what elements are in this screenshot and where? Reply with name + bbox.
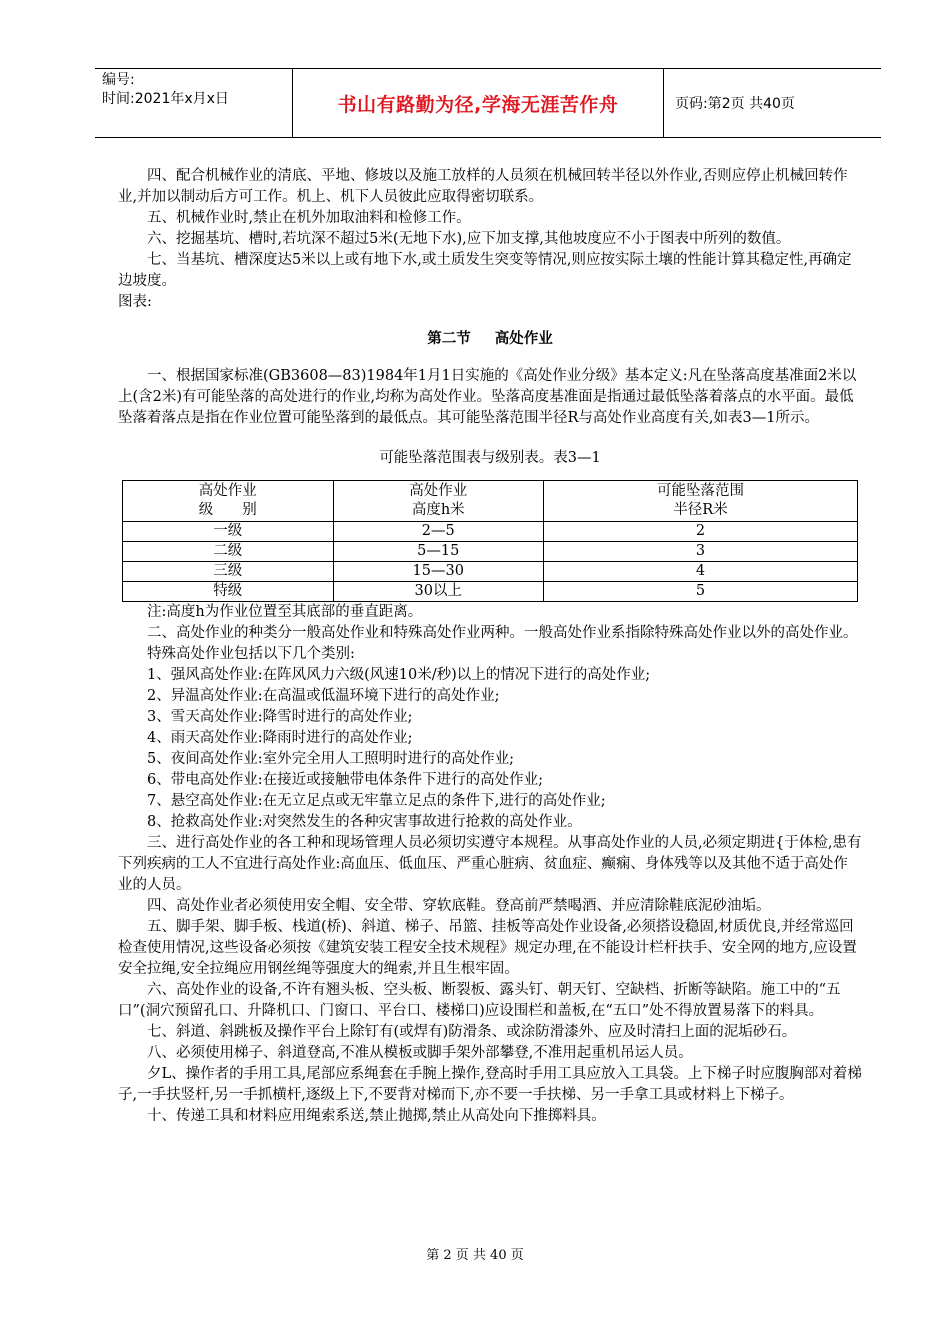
paragraph: 七、当基坑、槽深度达5米以上或有地下水,或土质发生突变等情况,则应按实际土壤的性能计算其稳定性,再确定边坡度。 (118, 252, 852, 289)
list-item: 2、异温高处作业:在高温或低温环境下进行的高处作业; (147, 688, 500, 704)
table-note: 注:高度h为作业位置至其底部的垂直距离。 (147, 604, 423, 620)
paragraph: 夕L、操作者的手用工具,尾部应系绳套在手腕上操作,登高时手用工具应放入工具袋。上下梯子时应腹胸部对着梯子,一手扶竖杆,另一手抓横杆,逐级上下,不要背对梯而下,亦不要一手扶梯、另一手拿工具或材料上下梯子。 (118, 1066, 862, 1103)
paragraph: 八、必须使用梯子、斜道登高,不准从模板或脚手架外部攀登,不准用起重机吊运人员。 (147, 1045, 693, 1061)
paragraph: 三、进行高处作业的各工种和现场管理人员必须切实遵守本规程。从事高处作业的人员,必须定期进{于体检,患有下列疾病的工人不宜进行高处作业:高血压、低血压、严重心脏病、贫血症、癫痫、身体残等以及其他不适于高处作业的人员。 (118, 835, 862, 893)
paragraph: 四、高处作业者必须使用安全帽、安全带、穿软底鞋。登高前严禁喝酒、并应清除鞋底泥砂油垢。 (147, 898, 771, 914)
table-cell: 5 (544, 582, 858, 602)
paragraph: 四、配合机械作业的清底、平地、修坡以及施工放样的人员须在机械回转半径以外作业,否则应停止机械回转作业,并加以制动后方可工作。机上、机下人员彼此应取得密切联系。 (118, 168, 848, 205)
table-header-cell: 高处作业 高度h米 (333, 481, 544, 522)
table-cell: 3 (544, 542, 858, 562)
paragraph: 五、机械作业时,禁止在机外加取油料和检修工作。 (147, 210, 471, 226)
paragraph: 六、高处作业的设备,不许有翘头板、空头板、断裂板、露头钉、朝天钉、空缺档、折断等缺陷。施工中的“五口”(洞穴预留孔口、升降机口、门窗口、平台口、楼梯口)应设围栏和盖板,在“五口”处不得放置易落下的料具。 (118, 982, 841, 1019)
table-cell: 2 (544, 522, 858, 542)
paragraph: 五、脚手架、脚手板、栈道(桥)、斜道、梯子、吊篮、挂板等高处作业设备,必须搭设稳固,材质优良,并经常巡回检查使用情况,这些设备必须按《建筑安装工程安全技术规程》规定办理,在不能设计栏杆扶手、安全网的地方,应设置安全拉绳,安全拉绳应用钢丝绳等强度大的绳索,并且生根牢固。 (118, 919, 857, 977)
list-item: 1、强风高处作业:在阵风风力六级(风速10米/秒)以上的情况下进行的高处作业; (147, 667, 651, 683)
page-header (95, 68, 881, 138)
list-intro: 特殊高处作业包括以下几个类别: (147, 646, 355, 662)
section-name: 高处作业 (494, 331, 553, 347)
table-header-cell: 可能坠落范围 半径R米 (544, 481, 858, 522)
paragraph: 六、挖掘基坑、槽时,若坑深不超过5米(无地下水),应下加支撑,其他坡度应不小于图表中所列的数值。 (147, 231, 791, 247)
table-cell: 二级 (123, 542, 334, 562)
table-cell: 2—5 (333, 522, 544, 542)
table-cell: 一级 (123, 522, 334, 542)
table-cell: 三级 (123, 562, 334, 582)
table-cell: 30以上 (333, 582, 544, 602)
header-page-info: 页码:第2页 共40页 (675, 96, 795, 112)
table-row (123, 522, 858, 542)
table-row (123, 562, 858, 582)
fall-range-table (122, 480, 858, 602)
document-body (118, 166, 862, 1127)
code-label: 编号: (102, 72, 135, 88)
list-item: 5、夜间高处作业:室外完全用人工照明时进行的高处作业; (147, 751, 514, 767)
paragraph: 一、根据国家标准(GB3608—83)1984年1月1日实施的《高处作业分级》基本定义:凡在坠落高度基准面2米以上(含2米)有可能坠落的高处进行的作业,均称为高处作业。坠落高度基准面是指通过最低坠落着落点的水平面。最低坠落着落点是指在作业位置可能坠落到的最低点。其可能坠落范围半径R与高处作业高度有关,如表3—1所示。 (118, 368, 857, 426)
table-cell: 5—15 (333, 542, 544, 562)
list-item: 7、悬空高处作业:在无立足点或无牢靠立足点的条件下,进行的高处作业; (147, 793, 606, 809)
table-cell: 4 (544, 562, 858, 582)
table-cell: 15—30 (333, 562, 544, 582)
header-slogan: 书山有路勤为径,学海无涯苦作舟 (293, 69, 664, 137)
table-caption: 可能坠落范围表与级别表。表3—1 (379, 450, 601, 466)
list-item: 6、带电高处作业:在接近或接触带电体条件下进行的高处作业; (147, 772, 543, 788)
table-cell: 特级 (123, 582, 334, 602)
list-item: 3、雪天高处作业:降雪时进行的高处作业; (147, 709, 413, 725)
time-label: 时间:2021年x月x日 (102, 91, 229, 107)
paragraph: 二、高处作业的种类分一般高处作业和特殊高处作业两种。一般高处作业系指除特殊高处作业以外的高处作业。 (147, 625, 858, 641)
list-item: 8、抢救高处作业:对突然发生的各种灾害事故进行抢救的高处作业。 (147, 814, 582, 830)
section-number: 第二节 (427, 331, 471, 347)
page-footer: 第 2 页 共 40 页 (426, 1248, 524, 1263)
header-meta (95, 69, 293, 137)
table-header-row (123, 481, 858, 522)
table-row (123, 542, 858, 562)
chart-label: 图表: (118, 294, 152, 310)
section-title (118, 329, 862, 350)
list-item: 4、雨天高处作业:降雨时进行的高处作业; (147, 730, 413, 746)
table-row (123, 582, 858, 602)
paragraph: 十、传递工具和材料应用绳索系送,禁止抛掷,禁止从高处向下推掷料具。 (147, 1108, 606, 1124)
table-header-cell: 高处作业 级 别 (123, 481, 334, 522)
paragraph: 七、斜道、斜跳板及操作平台上除钉有(或焊有)防滑条、或涂防滑漆外、应及时清扫上面的泥垢砂石。 (147, 1024, 797, 1040)
